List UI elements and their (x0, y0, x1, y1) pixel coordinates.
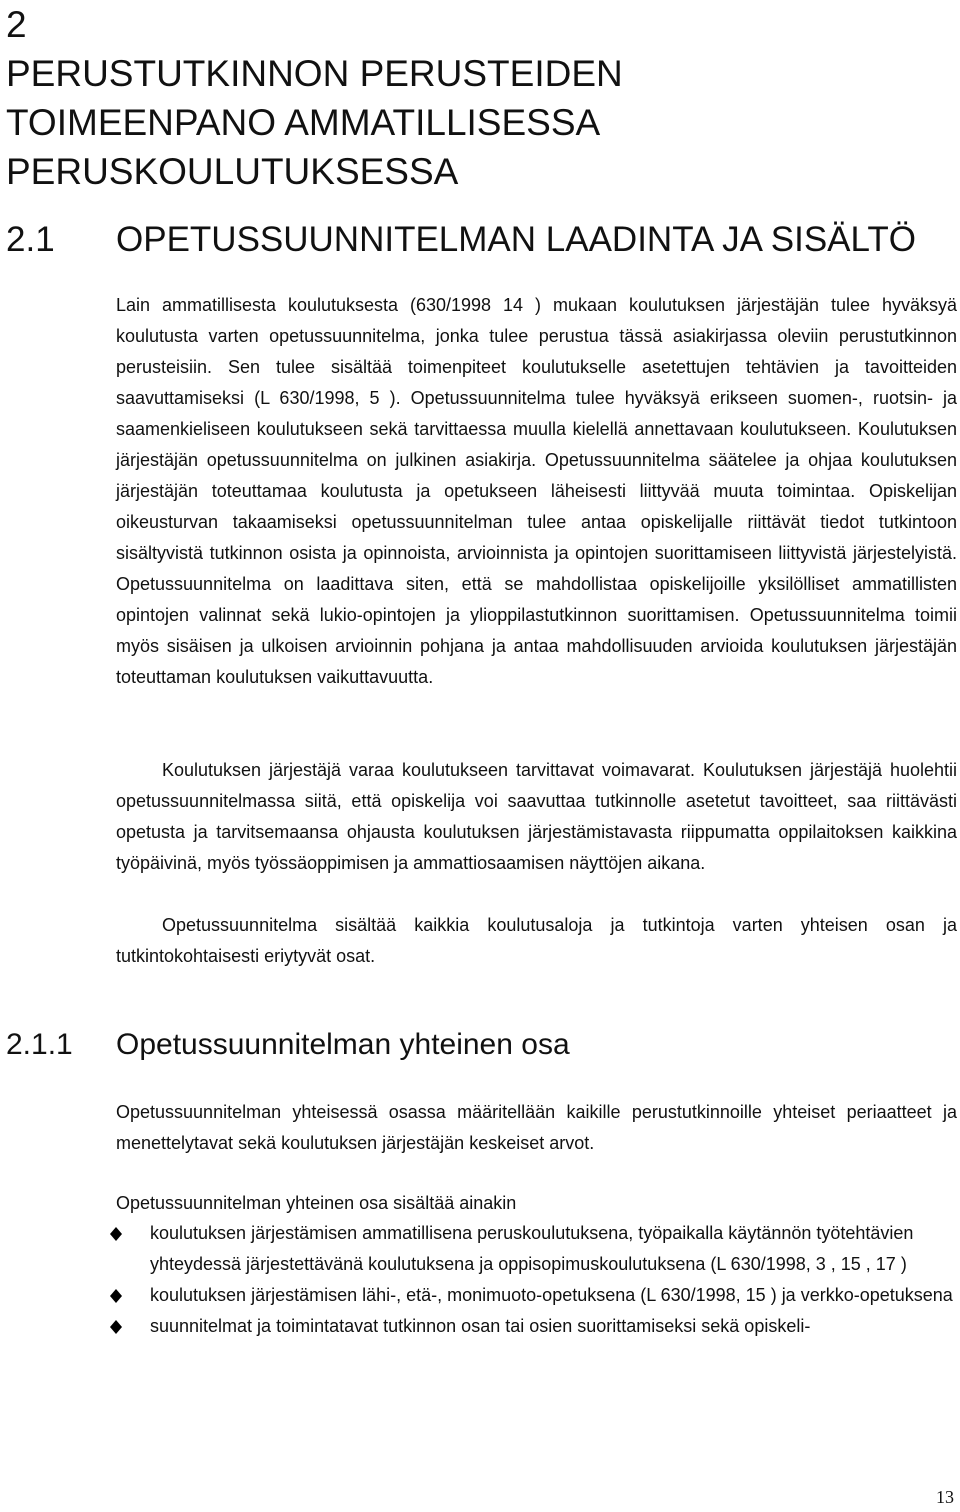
list-item-text: koulutuksen järjestämisen ammatillisena peruskoulutuksena, työpaikalla käytännön työtehtävien yhteydessä järjestettävänä koulutuksena ja oppisopimuskoulutuksena (L 630/1998, 3 , 15 , 17 ) (150, 1223, 914, 1274)
diamond-bullet-icon (110, 1289, 122, 1303)
page-number: 13 (936, 1487, 954, 1507)
body-paragraph: Opetussuunnitelma sisältää kaikkia koulutusaloja ja tutkintoja varten yhteisen osan ja tutkintokohtaisesti eriytyvät osat. (116, 915, 957, 966)
list-item-text: koulutuksen järjestämisen lähi-, etä-, monimuoto-opetuksena (L 630/1998, 15 ) ja verkko-opetuksena (150, 1285, 953, 1305)
body-paragraph: Lain ammatillisesta koulutuksesta (630/1998 14 ) mukaan koulutuksen järjestäjän tulee hyväksyä koulutusta varten opetussuunnitelma, jonka tulee perustua tässä asiakirjassa oleviin perustutkinnon perusteisiin. Sen tulee sisältää toimenpiteet koulutukselle asetettujen tehtävien ja tavoitteiden saavuttamiseksi (L 630/1998, 5 ). Opetussuunnitelma tulee hyväksyä erikseen suomen-, ruotsin- ja saamenkieliseen koulutukseen sekä tarvittaessa muulla kielellä annettavaan koulutukseen. Koulutuksen järjestäjän opetussuunnitelma on julkinen asiakirja. Opetussuunnitelma säätelee ja ohjaa koulutuksen järjestäjän toteuttamaa koulutusta ja opetukseen läheisesti liittyvää muuta toimintaa. Opiskelijan oikeusturvan takaamiseksi opetussuunnitelman tulee antaa opiskelijalle riittävät tiedot tutkintoon sisältyvistä tutkinnon osista ja opinnoista, arvioinnista ja opintojen suorittamiseen liittyvistä järjestelyistä. Opetussuunnitelma on laadittava siten, että se mahdollistaa opiskelijoille yksilölliset ammatillisten opintojen valinnat sekä lukio-opintojen ja ylioppilastutkinnon suorittamisen. Opetussuunnitelma toimii myös sisäisen ja ulkoisen arvioinnin pohjana ja antaa mahdollisuuden arvioida koulutuksen järjestäjän toteuttaman koulutuksen vaikuttavuutta. (116, 295, 957, 687)
subsection-heading (6, 1022, 946, 1068)
list-item (116, 1218, 958, 1280)
body-paragraph: Opetussuunnitelman yhteisessä osassa määritellään kaikille perustutkinnoille yhteiset periaatteet ja menettelytavat sekä koulutuksen järjestäjän keskeiset arvot. (116, 1102, 957, 1153)
list-item-text: suunnitelmat ja toimintatavat tutkinnon osan tai osien suorittamiseksi sekä opiskeli- (150, 1316, 811, 1336)
body-paragraph: Koulutuksen järjestäjä varaa koulutukseen tarvittavat voimavarat. Koulutuksen järjestäjä huolehtii opetussuunnitelmassa siitä, että opiskelija voi saavuttaa tutkinnolle asetetut tavoitteet, saa riittävästi opetusta ja tarvitsemaansa ohjausta koulutuksen järjestämistavasta riippumatta oppilaitoksen kaikkina työpäivinä, myös työssäoppimisen ja ammattiosaamisen näyttöjen aikana. (116, 760, 957, 873)
bullet-list (116, 1218, 958, 1342)
chapter-title-line: TOIMEENPANO AMMATILLISESSA (6, 102, 601, 143)
subsection-number: 2.1.1 (6, 1028, 73, 1061)
diamond-bullet-icon (110, 1227, 122, 1241)
list-item (116, 1280, 958, 1311)
chapter-title-line: PERUSKOULUTUKSESSA (6, 151, 459, 192)
list-intro: Opetussuunnitelman yhteinen osa sisältää ainakin (116, 1193, 517, 1213)
chapter-number: 2 (6, 4, 27, 45)
section-number: 2.1 (6, 220, 55, 259)
section-heading (6, 216, 946, 264)
diamond-bullet-icon (110, 1320, 122, 1334)
list-item (116, 1311, 958, 1342)
chapter-title-line: PERUSTUTKINNON PERUSTEIDEN (6, 53, 623, 94)
section-title: OPETUSSUUNNITELMAN LAADINTA JA SISÄLTÖ (116, 220, 916, 259)
subsection-title: Opetussuunnitelman yhteinen osa (116, 1028, 570, 1061)
chapter-heading (6, 0, 623, 196)
